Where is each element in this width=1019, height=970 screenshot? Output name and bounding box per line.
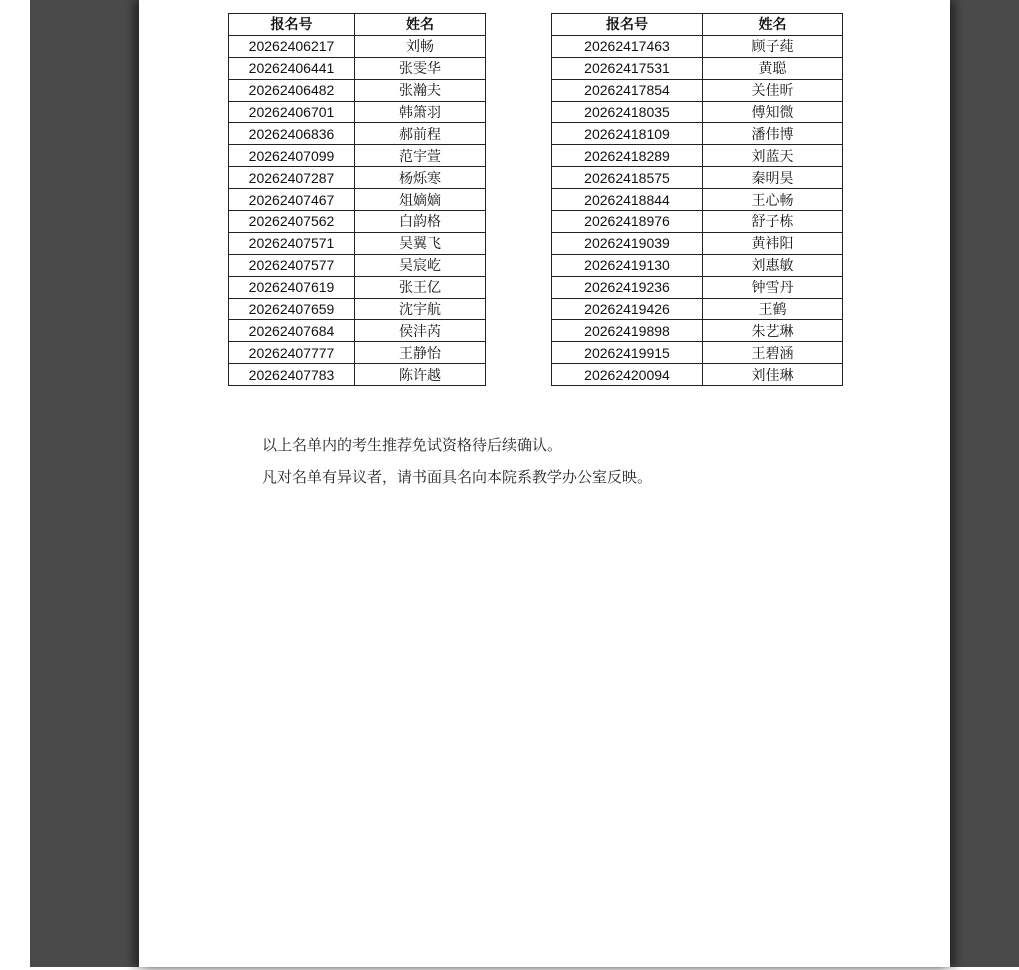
table-row [552, 189, 843, 211]
table-row [552, 211, 843, 233]
note-confirmation: 以上名单内的考生推荐免试资格待后续确认。 [262, 436, 563, 454]
name-cell: 郝前程 [355, 123, 486, 145]
name-cell: 关佳昕 [703, 79, 843, 101]
registration-number-cell: 20262407659 [229, 298, 355, 320]
table-row [552, 320, 843, 342]
table-row [552, 145, 843, 167]
name-cell: 刘蓝天 [703, 145, 843, 167]
registration-number-cell: 20262407571 [229, 232, 355, 254]
name-cell: 张雯华 [355, 57, 486, 79]
table-row [229, 298, 486, 320]
note-objection: 凡对名单有异议者，请书面具名向本院系教学办公室反映。 [262, 468, 653, 486]
name-cell: 王心畅 [703, 189, 843, 211]
header-registration-number: 报名号 [552, 14, 703, 36]
table-row [229, 167, 486, 189]
table-body-right [552, 35, 843, 385]
registration-number-cell: 20262406217 [229, 35, 355, 57]
name-cell: 张瀚夫 [355, 79, 486, 101]
document-page [139, 0, 950, 967]
name-cell: 吴翼飞 [355, 232, 486, 254]
table-row [552, 276, 843, 298]
registration-number-cell: 20262407287 [229, 167, 355, 189]
table-row [229, 320, 486, 342]
registration-number-cell: 20262419039 [552, 232, 703, 254]
registration-number-cell: 20262418844 [552, 189, 703, 211]
registration-number-cell: 20262418109 [552, 123, 703, 145]
name-cell: 刘惠敏 [703, 254, 843, 276]
name-cell: 吴宸屹 [355, 254, 486, 276]
registration-number-cell: 20262417854 [552, 79, 703, 101]
name-cell: 钟雪丹 [703, 276, 843, 298]
registration-number-cell: 20262419236 [552, 276, 703, 298]
table-row [229, 145, 486, 167]
registration-number-cell: 20262420094 [552, 364, 703, 386]
registration-number-cell: 20262406701 [229, 101, 355, 123]
table-row [552, 35, 843, 57]
table-row [552, 123, 843, 145]
table-row [552, 79, 843, 101]
registration-number-cell: 20262406836 [229, 123, 355, 145]
table-row [229, 189, 486, 211]
name-cell: 秦明昊 [703, 167, 843, 189]
table-row [229, 364, 486, 386]
table-row [229, 57, 486, 79]
registration-number-cell: 20262418035 [552, 101, 703, 123]
name-cell: 王静怡 [355, 342, 486, 364]
table-row [229, 232, 486, 254]
table-body-left [229, 35, 486, 385]
registration-number-cell: 20262407099 [229, 145, 355, 167]
name-cell: 顾子莼 [703, 35, 843, 57]
registration-number-cell: 20262418289 [552, 145, 703, 167]
name-cell: 王碧涵 [703, 342, 843, 364]
registration-number-cell: 20262407619 [229, 276, 355, 298]
name-cell: 王鹤 [703, 298, 843, 320]
table-row [229, 123, 486, 145]
table-header-row [552, 14, 843, 36]
name-cell: 黄袆阳 [703, 232, 843, 254]
table-row [552, 298, 843, 320]
candidate-table-right [551, 13, 843, 386]
name-cell: 刘畅 [355, 35, 486, 57]
name-cell: 潘伟博 [703, 123, 843, 145]
table-row [229, 276, 486, 298]
name-cell: 黄聪 [703, 57, 843, 79]
name-cell: 舒子栋 [703, 211, 843, 233]
table-row [552, 167, 843, 189]
registration-number-cell: 20262419426 [552, 298, 703, 320]
header-name: 姓名 [355, 14, 486, 36]
registration-number-cell: 20262417531 [552, 57, 703, 79]
header-registration-number: 报名号 [229, 14, 355, 36]
registration-number-cell: 20262417463 [552, 35, 703, 57]
registration-number-cell: 20262419130 [552, 254, 703, 276]
table-row [552, 232, 843, 254]
registration-number-cell: 20262419898 [552, 320, 703, 342]
registration-number-cell: 20262407783 [229, 364, 355, 386]
name-cell: 俎嫡嫡 [355, 189, 486, 211]
table-row [229, 101, 486, 123]
registration-number-cell: 20262418976 [552, 211, 703, 233]
registration-number-cell: 20262407562 [229, 211, 355, 233]
header-name: 姓名 [703, 14, 843, 36]
name-cell: 杨烁寒 [355, 167, 486, 189]
name-cell: 傅知微 [703, 101, 843, 123]
registration-number-cell: 20262418575 [552, 167, 703, 189]
table-row [552, 254, 843, 276]
table-header-row [229, 14, 486, 36]
name-cell: 张王亿 [355, 276, 486, 298]
table-row [552, 57, 843, 79]
name-cell: 范宇萱 [355, 145, 486, 167]
table-row [229, 35, 486, 57]
table-row [552, 364, 843, 386]
name-cell: 侯沣芮 [355, 320, 486, 342]
name-cell: 陈许越 [355, 364, 486, 386]
name-cell: 刘佳琳 [703, 364, 843, 386]
name-cell: 沈宇航 [355, 298, 486, 320]
registration-number-cell: 20262419915 [552, 342, 703, 364]
table-row [552, 101, 843, 123]
table-row [229, 254, 486, 276]
registration-number-cell: 20262407467 [229, 189, 355, 211]
name-cell: 朱艺琳 [703, 320, 843, 342]
name-cell: 韩箫羽 [355, 101, 486, 123]
registration-number-cell: 20262407684 [229, 320, 355, 342]
candidate-table-left [228, 13, 486, 386]
table-row [229, 79, 486, 101]
name-cell: 白韵格 [355, 211, 486, 233]
registration-number-cell: 20262407577 [229, 254, 355, 276]
registration-number-cell: 20262406482 [229, 79, 355, 101]
registration-number-cell: 20262407777 [229, 342, 355, 364]
registration-number-cell: 20262406441 [229, 57, 355, 79]
table-row [229, 342, 486, 364]
table-row [552, 342, 843, 364]
table-row [229, 211, 486, 233]
